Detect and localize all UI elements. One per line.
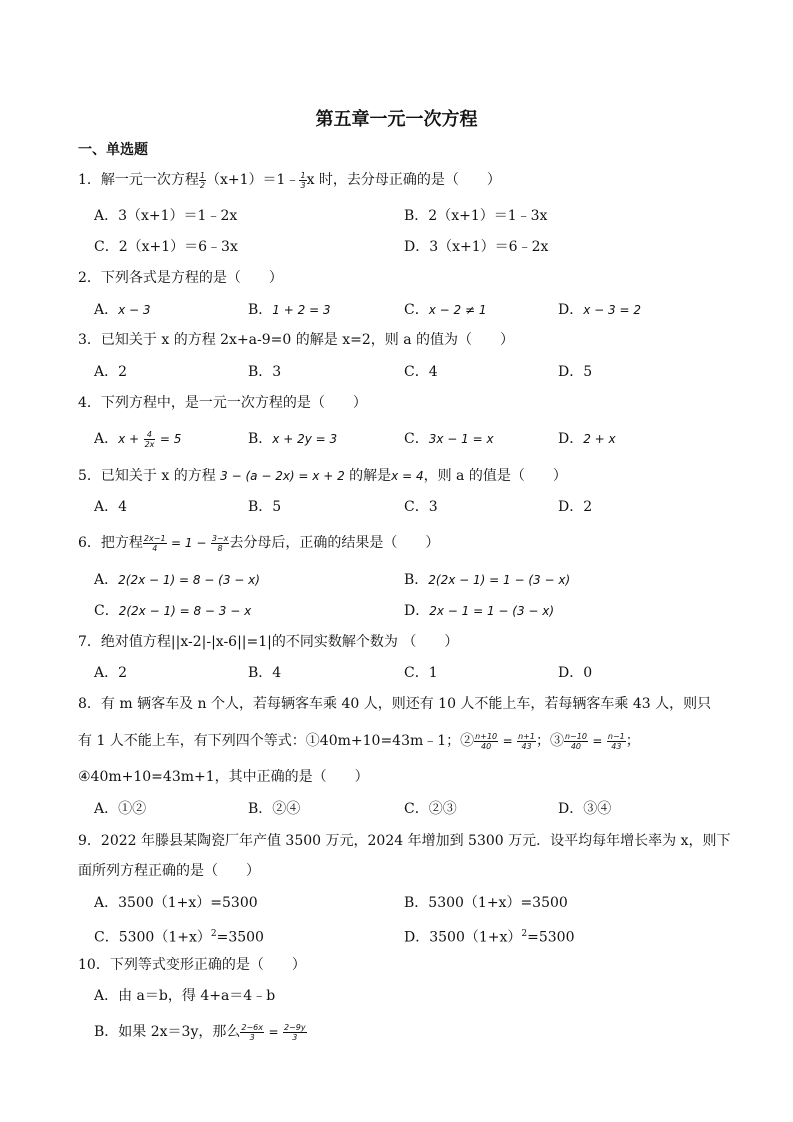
option-d[interactable]: D．2 — [558, 499, 593, 515]
option-c[interactable]: C．2（x+1）＝6﹣3x — [94, 239, 238, 255]
question-3: 3．已知关于 x 的方程 2x+a-9=0 的解是 x=2，则 a 的值为（ ） — [78, 332, 514, 348]
option-c[interactable]: C．②③ — [404, 801, 457, 817]
option-b[interactable]: B．x + 2y = 3 — [248, 431, 338, 447]
option-d[interactable]: D．x − 3 = 2 — [558, 302, 641, 318]
question-8-line-2: 有 1 人不能上车，有下列四个等式：①40m+10=43m﹣1；② $\frac{n+10}{40}$ = $\frac{n+1}{43}$ ；③ $\frac{n-10}{40}$ = $\frac{n-1}{43}$ ； — [78, 731, 640, 751]
option-b[interactable]: B．5 — [248, 499, 282, 515]
question-2: 2．下列各式是方程的是（ ） — [78, 270, 283, 286]
option-c[interactable]: C．3 — [404, 499, 438, 515]
fraction: $\frac{n-1}{43}$ — [607, 731, 625, 751]
option-b[interactable]: B．4 — [248, 665, 282, 681]
option-b[interactable]: B．如果 2x＝3y，那么 $\frac{2-6x}{3}$ = $\frac{2-9y}{3}$ — [94, 1022, 306, 1042]
option-b[interactable]: B．5300（1+x）=3500 — [404, 895, 568, 911]
option-d[interactable]: D．3（x+1）＝6﹣2x — [404, 239, 549, 255]
question-10: 10．下列等式变形正确的是（ ） — [78, 957, 306, 973]
question-8-line-1: 8．有 m 辆客车及 n 个人，若每辆客车乘 40 人，则还有 10 人不能上车，若每辆客车乘 43 人，则只 — [78, 696, 712, 712]
option-a[interactable]: A．x − 3 — [94, 302, 151, 318]
fraction: $\frac{n+1}{43}$ — [518, 731, 535, 751]
option-b[interactable]: B．②④ — [248, 801, 301, 817]
option-a[interactable]: A．①② — [94, 801, 147, 817]
question-8-line-3: ④40m+10=43m+1，其中正确的是（ ） — [78, 769, 369, 785]
fraction: $\frac{2-6x}{3}$ — [241, 1022, 263, 1042]
option-a[interactable]: A．3（x+1）＝1﹣2x — [94, 208, 238, 224]
option-b[interactable]: B．1 + 2 = 3 — [248, 302, 331, 318]
option-a[interactable]: A．2 — [94, 364, 128, 380]
option-c[interactable]: C．4 — [404, 364, 438, 380]
fraction: $\frac{2x-1}{4}$ — [143, 533, 166, 553]
option-b[interactable]: B．2(2x − 1) = 1 − (3 − x) — [404, 572, 571, 588]
option-d[interactable]: D．2 + x — [558, 431, 616, 447]
option-a[interactable]: A．2(2x − 1) = 8 − (3 − x) — [94, 572, 260, 588]
option-b[interactable]: B．3 — [248, 364, 282, 380]
question-9-line-1: 9．2022 年滕县某陶瓷厂年产值 3500 万元，2024 年增加到 5300 万元．设平均每年增长率为 x，则下 — [78, 833, 731, 849]
fraction: $\frac{n+10}{40}$ — [475, 731, 498, 751]
fraction: $\frac{2-9y}{3}$ — [283, 1022, 306, 1042]
section-heading: 一、单选题 — [78, 142, 148, 158]
question-5: 5．已知关于 x 的方程 3 − (a − 2x) = x + 2 的解是x = 4，则 a 的值是（ ） — [78, 468, 567, 484]
option-c[interactable]: C．1 — [404, 665, 438, 681]
page-title: 第五章一元一次方程 — [315, 109, 478, 130]
fraction: $\frac{1}{2}$ — [199, 170, 206, 190]
option-a[interactable]: A．x + $\frac{4}{2x}$ = 5 — [94, 429, 182, 449]
option-d[interactable]: D．0 — [558, 665, 593, 681]
option-a[interactable]: A．4 — [94, 499, 128, 515]
fraction: $\frac{n-10}{40}$ — [564, 731, 587, 751]
option-d[interactable]: D．5 — [558, 364, 593, 380]
question-1: 1．解一元一次方程 $\frac{1}{2}$ （x+1）＝1﹣ $\frac{1}{3}$ x 时，去分母正确的是（ ） — [78, 170, 501, 190]
option-d[interactable]: D．$3500(1+x)^2=5300$ — [404, 929, 575, 946]
option-c[interactable]: C．2(2x − 1) = 8 − 3 − x — [94, 603, 252, 619]
question-6: 6．把方程 $\frac{2x-1}{4}$ = 1 − $\frac{3-x}{8}$ 去分母后，正确的结果是（ ） — [78, 533, 440, 553]
option-b[interactable]: B．2（x+1）＝1﹣3x — [404, 208, 548, 224]
question-4: 4．下列方程中，是一元一次方程的是（ ） — [78, 395, 367, 411]
option-c[interactable]: C．$5300(1+x)^2=3500$ — [94, 929, 264, 946]
question-9-line-2: 面所列方程正确的是（ ） — [78, 863, 260, 879]
option-a[interactable]: A．由 a＝b，得 4+a＝4﹣b — [94, 988, 276, 1004]
option-d[interactable]: D．2x − 1 = 1 − (3 − x) — [404, 603, 555, 619]
option-a[interactable]: A．2 — [94, 665, 128, 681]
question-7: 7．绝对值方程||x-2|-|x-6||=1|的不同实数解个数为 （ ） — [78, 634, 459, 650]
option-a[interactable]: A．3500（1+x）=5300 — [94, 895, 258, 911]
fraction: $\frac{4}{2x}$ — [144, 429, 155, 449]
fraction: $\frac{3-x}{8}$ — [211, 533, 229, 553]
option-c[interactable]: C．3x − 1 = x — [404, 431, 494, 447]
option-d[interactable]: D．③④ — [558, 801, 612, 817]
option-c[interactable]: C．x − 2 ≠ 1 — [404, 302, 487, 318]
fraction: $\frac{1}{3}$ — [300, 170, 306, 190]
